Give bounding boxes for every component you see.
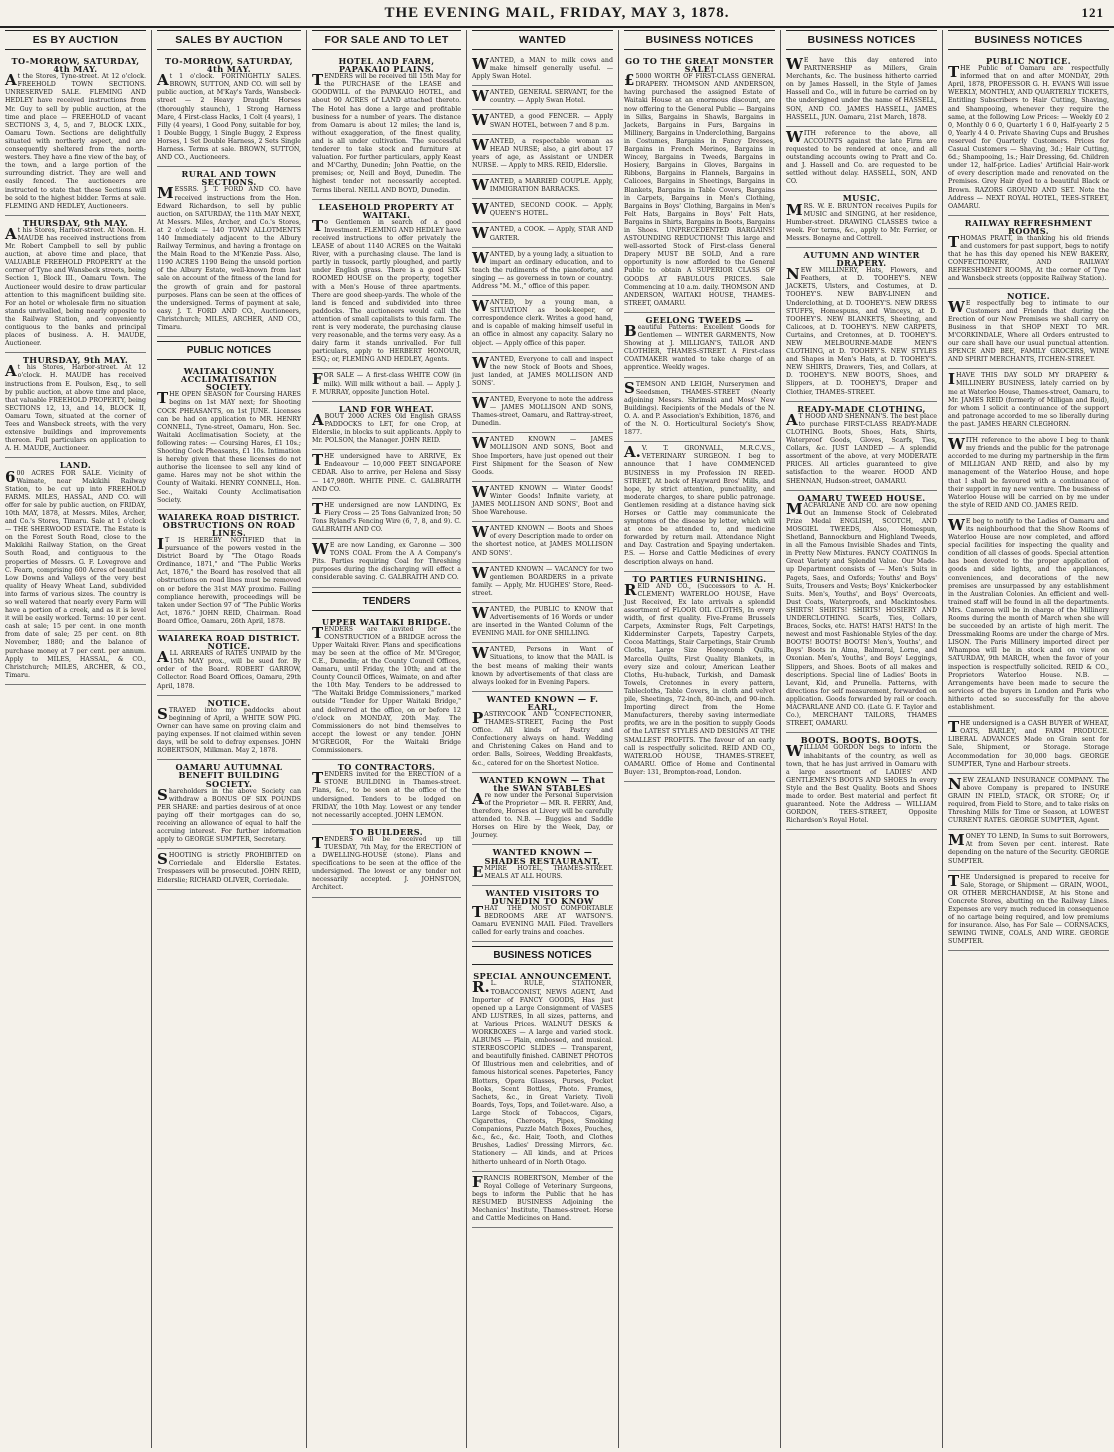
advertisement bbox=[157, 364, 301, 510]
advertisement bbox=[786, 248, 937, 402]
ad-body: MONEY TO LEND, In Sums to suit Borrowers, At from Seven per cent. interest. Rate depending on the nature of the Security. GEORGE SUMPTER. bbox=[948, 831, 1109, 865]
ad-title: GEELONG TWEEDS — bbox=[645, 314, 754, 325]
advertisement bbox=[472, 969, 613, 1171]
ad-body: IT IS HEREBY NOTIFIED that in pursuance of the powers vested in the District Board by "The Otago Roads Ordinance, 1871," and "The Public Works Act, 1876," the Board has resolved that all obstructions on road lines must be removed on or before the 31st MAY proximo. Failing compliance herewith, proceedings will be taken under Section 97 of "The Public Works Act, 1876." JOHN REID, Chairman. Road Board Office, Oamaru, 26th April, 1878. bbox=[157, 534, 301, 625]
ad-body: TENDERS will be received up till TUESDAY, 7th May, for the ERECTION of a DWELLING-HOUSE (stone). Plans and specifications to be seen at the office of the undersigned. The lowest or any tender not necessarily accepted. J. JOHNSTON, Architect. bbox=[312, 833, 461, 892]
advertisement bbox=[472, 86, 613, 110]
ad-body: REID AND CO., (Successors to A. H. CLEMENT) WATERLOO HOUSE, Have Just Received, Ex late arrivals a splendid assortment of FLOOR OIL CLOTHS, In every width, of first quality. Five-Frame Brussels Carpets, Axminster Rugs, Felt Carpetings, Kidderminster Carpets, Tapestry Carpets, Cocoa Mattings, Stair Carpetings, Stair Crumb Cloths, Large Size Honeycomb Quilts, Marcella Quilts, First Quality Blankets, in every size and colour, American Leather Cloths, Hu-huback, Turkish, and Damask Towels, Cretonnes in every pattern, Tablecloths, Table Covers, in cloth and velvet pile, Sheetings, 72-inch, 80-inch, and 90-inch. Importing direct from the Home Manufacturers, thereby saving intermediate profits, we are in the position to supply Goods of the LATEST STYLES AND DESIGNS AT THE SMALLEST PROFITS. The favour of an early call is respectfully solicited. REID AND CO., WATERLOO HOUSE, THAMES-STREET, OAMARU. Office of Home and Continental Buyer: 131, Brompton-road, London. bbox=[624, 580, 775, 776]
section-header: TENDERS bbox=[312, 592, 461, 611]
ad-title: WANTED KNOWN — F. EARL, bbox=[486, 693, 599, 712]
ad-body: £5000 WORTH OF FIRST-CLASS GENERAL DRAPERY. THOMSON AND ANDERSON, having purchased the assigned Estate of Waitaki House at an enormous discount, are now offering to the General Public — Bargains in Silks, Bargains in Shawls, Bargains in Jackets, Bargains in Furs, Bargains in Millinery, Bargains in Underclothing, Bargains in Costumes, Bargains in Fancy Dresses, Bargains in French Merinos, Bargains in Wincey, Bargains in Tweeds, Bargains in Hosiery, Bargains in Gloves, Bargains in Ribbons, Bargains in Flannels, Bargains in Calicoes, Bargains in Sheetings, Bargains in Blankets, Bargains in Table Covers, Bargains in Carpets, Bargains in Men's Clothing, Bargains in Boys' Clothing, Bargains in Men's Felt Hats, Bargains in Boys' Felt Hats, Bargains in Shirts, Bargains in Boots, Bargains in Shoes. UNPRECEDENTED BARGAINS! ASTOUNDING REDUCTIONS! This large and well-assorted Stock of First-class General Drapery MUST BE SOLD, And a rare opportunity is now afforded to the General Public to obtain A SUPERIOR CLASS OF GOODS AT FABULOUS PRICES. Sale Commencing at 10 a.m. daily. THOMSON AND ANDERSON, WAITAKI HOUSE, THAMES-STREET, OAMARU. bbox=[624, 71, 775, 307]
ad-body: WILLIAM GORDON begs to inform the inhabitants of the country, as well as town, that he has just arrived in Oamaru with a large assortment of LADIES' AND GENTLEMEN'S BOOTS AND SHOES In every Style and the Best Quality. Boots and Shoes made to order. Best material and perfect fit guaranteed. Note the Address — WILLIAM GORDON, TEES-STREET, Opposite Richardson's Royal Hotel. bbox=[786, 742, 937, 825]
advertisement bbox=[624, 442, 775, 571]
ad-body: WANTED KNOWN — VACANCY for two gentlemen BOARDERS in a private family. — Apply, Mr. HUGHES' Store, Reed-street. bbox=[472, 563, 613, 597]
ad-body: MACFARLANE AND CO. are now opening Out an Immense Stock of Celebrated Prize Medal ENGLISH, SCOTCH, AND MOSGIEL TWEEDS, Also, Homespun, Shetland, Bannockburn and Highland Tweeds, in all the Famous Invisible Shades and Tints, in Pretty New Mixtures. FANCY COATINGS In Great Variety and Splendid Value. Our Made-up Department consists of — Men's Suits in Pagets, Saes, and Oxfords; Youths' and Boys' Suits, Trousers and Vests; Boys' Knickerbocker Suits. Men's, Youths', and Boys' Overcoats, Dust Coats, Waterproofs, and Mackintoshes. SHIRTS! SHIRTS! SHIRTS! HOSIERY AND UNDERCLOTHING. Scarfs, Ties, Collars, Braces, Socks, etc. HATS! HATS! HATS! In the newest and most Fashionable Styles of the day. BOOTS! BOOTS! BOOTS! Men's, Youths', and Boys' Boots in Alma, Balmoral, Lorne, and Oxonian. Men's, Youths', and Boys' Leggings, Slippers, and Shoes. Boots of all makes and descriptions. Special line of Ladies' Boots in Levant, Kid, and Prunella. Patterns, with directions for self measurement, forwarded on application. Goods forwarded by rail or coach. MACFARLANE AND CO. (Late G. F. Taylor and Co.), MERCHANT TAILORS, THAMES STREET, OAMARU. bbox=[786, 499, 937, 728]
newspaper-masthead bbox=[0, 0, 1114, 26]
advertisement bbox=[948, 717, 1109, 774]
ad-body: Beautiful Patterns: Excellent Goods for Gentlemen — WINTER GARMENTS, Now Showing at J. MILLIGAN'S, TAILOR AND CLOTHIER, THAMES-STREET. A First-class COATMAKER wanted to take charge of an apprentice. Weekly wages. bbox=[624, 322, 775, 372]
advertisement bbox=[472, 692, 613, 773]
ad-body: MESSRS. J. T. FORD AND CO. have received instructions from the Hon. Edward Richardson, to sell by public auction, on SATURDAY, the 11th MAY NEXT, At Messrs. Miles, Archer, and Co.'s Stores, at 2 o'clock — 140 TOWN ALLOTMENTS 140 Immediately adjacent to the Albury Railway Terminus, and having a frontage on the Main Road to the M'Kenzie Pass. Also, 1190 ACRES 1190 Being the unsold portion of the Albury Estate, well-known from last sale on account of the fitness of the land for the growth of grain and for pastoral purposes. Plans can be seen at the offices of the undersigned. Terms of payment at sale, easy. J. T. FORD AND CO., Auctioneers, Christchurch; MILES, ARCHER, AND CO., Timaru. bbox=[157, 184, 301, 331]
advertisement bbox=[948, 54, 1109, 216]
advertisement bbox=[312, 615, 461, 761]
column-7 bbox=[943, 30, 1114, 1448]
newspaper-columns bbox=[0, 30, 1114, 1448]
ad-title: HOTEL AND FARM, PAPAKAIO PLAINS. bbox=[338, 56, 435, 75]
ad-title: WAIAREKA ROAD DISTRICT. NOTICE. bbox=[158, 633, 300, 652]
column-header: WANTED bbox=[472, 30, 613, 50]
ad-title: NOTICE. bbox=[207, 697, 251, 708]
advertisement bbox=[5, 353, 146, 458]
advertisement bbox=[157, 631, 301, 696]
ad-body: At his Stores, Harbor-street. At Noon. H. MAUDE has received instructions from Mr. Robert Campbell to sell by public auction, at above time and place, that VALUABLE FREEHOLD PROPERTY at the corner of Tyne and Wansbeck streets, being Section 1, Block III., Oamaru Town. The Auctioneer would desire to draw particular attention to this magnificent building site. For an hotel or wholesale firm no situation stands unrivalled, being nearly opposite to the Railway Station, and conveniently contiguous to the banks and principal places of business. A. H. MAUDE, Auctioneer. bbox=[5, 224, 146, 348]
ad-body: STEMSON AND LEIGH, Nurserymen and Seedsmen, THAMES-STREET (Nearly adjoining Messrs. Shrimski and Moss' New Buildings). Recipients of the Medals of the N. O. A. and P. Association's Exhibition, 1876, and of the N. O. Horticultural Society's Show, 1877. bbox=[624, 378, 775, 437]
ad-body: THE undersigned are now LANDING, Ex Fiery Cross — 25 Tons Galvanized Iron; 50 Tons Ryland's Fencing Wire (6, 7, 8, and 9). C. GALBRAITH AND CO. bbox=[312, 499, 461, 533]
advertisement bbox=[786, 191, 937, 248]
ad-body: TENDERS are invited for the CONSTRUCTION of a BRIDGE across the Upper Waitaki River. Plans and specifications may be seen at the office of Mr. M'Gregor, C.E., Dunedin; at the County Council Offices, Oamaru, until Friday, the 10th; and at the County Council Offices, Waimate, on and after the 10th May. Tenders to be addressed to "The Waitaki Bridge Commissioners," marked outside "Tender for Upper Waitaki Bridge," and delivered at the office, on or before 12 o'clock on MONDAY, 20th May. The Commissioners do not bind themselves to accept the lowest or any tender. JOHN M'GREGOR, For the Waitaki Bridge Commissioners. bbox=[312, 623, 461, 755]
advertisement bbox=[472, 54, 613, 86]
advertisement bbox=[948, 216, 1109, 289]
masthead-rule bbox=[0, 26, 1114, 28]
ad-body: ABOUT 2000 ACRES Old English GRASS PADDOCKS to LET, for one Crop, at Elderslie, in blocks to suit applicants. Apply to Mr. POLSON, the Manager. JOHN REID. bbox=[312, 410, 461, 445]
advertisement bbox=[157, 696, 301, 761]
advertisement bbox=[472, 353, 613, 393]
ad-title: WANTED VISITORS TO DUNEDIN TO KNOW bbox=[485, 887, 600, 906]
ad-body: THOMAS PRATT, in thanking his old friends and customers for past support, begs to notify that he has this day opened his NEW BAKERY, CONFECTIONERY, AND RAILWAY REFRESHMENT ROOMS, At the corner of Tyne and Wansbeck streets (opposite Railway Station). bbox=[948, 232, 1109, 283]
column-header: BUSINESS NOTICES bbox=[624, 30, 775, 50]
column-2 bbox=[152, 30, 307, 1448]
advertisement bbox=[312, 402, 461, 450]
ad-title: TO-MORROW, SATURDAY, 4th MAY. bbox=[11, 56, 140, 75]
advertisement bbox=[472, 199, 613, 223]
advertisement bbox=[472, 603, 613, 643]
advertisement bbox=[472, 433, 613, 481]
advertisement bbox=[948, 289, 1109, 370]
ad-body: IHAVE THIS DAY SOLD MY DRAPERY & MILLINERY BUSINESS, lately carried on by me at Waterloo House, Thames-street, Oamaru, to Mr. JAMES REID (formerly of Milligan and Reid), for whom I solicit a continuance of the support and patronage accorded to me so liberally during the past. JAMES HEARN CLEGHORN. bbox=[948, 370, 1109, 428]
ad-body: R.L. RULE, STATIONER, TOBACCONIST, NEWS AGENT, And Importer of FANCY GOODS, Has just opened up a Large Consignment of VASES AND LUSTRES, In all sizes, patterns, and at Various Prices. WALNUT DESKS & WORKBOXES — A large and varied stock. ALBUMS — Plain, embossed, and musical. STEREOSCOPIC SLIDES — Transparent, and beautifully finished. CABINET PHOTOS Of Illustrious men and celebrities, and of famous historical scenes. Papeteries, Fancy Blotters, Opera Glasses, Purses, Pocket Books, Scent Bottles, Photo. Frames, Sachets, &c., in Great Variety. Tivoli Boards, Toys, Tops, and Toilet-ware. Also, a Large Stock of Tobaccos, Cigars, Cigarettes, Cheroots, Pipes, Smoking Companions, Puzzle Match Boxes, Pouches, &c., &c., &c. Hair, Tooth, and Clothes Brushes, Ladies' Dressing Mirrors, &c. Stationery — All kinds, and at Prices hitherto unheard of in North Otago. bbox=[472, 978, 613, 1166]
advertisement bbox=[472, 773, 613, 846]
ad-body: THAT THE MOST COMFORTABLE BEDROOMS ARE AT WATSON'S. Oamaru EVENING MAIL Filed. Travellers called for early trains and coaches. bbox=[472, 902, 613, 937]
ad-body: 600 ACRES FOR SALE. Vicinity of Waimate, near Makikihi Railway Station, to be cut up into FREEHOLD FARMS. MILES, HASSAL, AND CO. will offer for sale by public auction, on FRIDAY, 10th MAY, 1878, at Messrs. Miles, Archer, and Co.'s Stores, Timaru. Sale at 1 o'clock — THE SHERWOOD ESTATE. The Estate is on the Forest South Road, close to the Makikihi Railway Station, on the Great South Road, and contiguous to the properties of Messrs. G. F. Lovegrove and C. Fearn, comprising 600 Acres of beautiful Low Downs and Valleys of the very best quality of Heavy Wheat Land, subdivided into farms of various sizes. The country is so well watered that nearly every Farm will have a portion of a creek, and as it is level it will be easily worked. Terms: 10 per cent. cash at sale; 15 per cent. in one month from date of sale; 25 per cent. on 8th November, 1880; and the balance of purchase money at 7 per cent. per annum. Apply to MILES, HASSAL, & CO., Christchurch; MILES, ARCHER, & CO., Timaru. bbox=[5, 467, 146, 679]
advertisement bbox=[472, 482, 613, 522]
ad-body: WANTED, Everyone to call and inspect the new Stock of Boots and Shoes, just landed, at JAMES MOLLISON AND SONS'. bbox=[472, 353, 613, 387]
ad-title: RAILWAY REFRESHMENT ROOMS. bbox=[964, 217, 1093, 236]
ad-title: WAITAKI COUNTY ACCLIMATISATION SOCIETY. bbox=[180, 366, 278, 393]
advertisement bbox=[472, 223, 613, 247]
ad-body: THE undersigned have to ARRIVE, Ex Endeavour — 10,000 FEET SINGAPORE CEDAR. Also to arrive, per Helena and Sissy — 147,980ft. WHITE PINE. C. GALBRAITH AND CO. bbox=[312, 451, 461, 493]
advertisement bbox=[472, 175, 613, 199]
ad-body: At his Stores, Harbor-street. At 12 o'clock. H. MAUDE has received instructions from E. Poulson, Esq., to sell by public auction, at above time and place, that valuable FREEHOLD PROPERTY, being SECTIONS 12, 13, and 14, BLOCK II, Oamaru Town, situated at the corner of Tees and Wansbeck streets, with the very extensive buildings and improvements thereon. Full particulars on application to A. H. MAUDE, Auctioneer. bbox=[5, 362, 146, 453]
advertisement bbox=[948, 369, 1109, 434]
advertisement bbox=[157, 510, 301, 631]
advertisement bbox=[312, 539, 461, 587]
ad-body: WANTED, the PUBLIC to KNOW that Advertisements of 16 Words or under are inserted in the Wanted Column of the EVENING MAIL for ONE SHILLING. bbox=[472, 603, 613, 638]
advertisement bbox=[312, 760, 461, 825]
ad-title: SPECIAL ANNOUNCEMENT. bbox=[473, 971, 612, 982]
ad-body: STRAYED into my paddocks about beginning of April, a WHITE SOW PIG. Owner can have same on proving claim and paying expenses. If not claimed within seven days, will be sold to defray expenses. JOHN ROBERTSON, Milkman. May 2, 1878. bbox=[157, 704, 301, 755]
ad-title: RURAL AND TOWN SECTIONS. bbox=[181, 169, 277, 188]
ad-title: UPPER WAITAKI BRIDGE. bbox=[321, 616, 452, 627]
advertisement bbox=[312, 499, 461, 539]
advertisement bbox=[786, 491, 937, 734]
ad-body: AT HOOD AND SHENNAN'S. The best place to purchase FIRST-CLASS READY-MADE CLOTHING. Boots, Shoes, Hats, Shirts, Waterproof Goods, Gloves, Scarfs, Ties, Collars, &c. JUST LANDED — A splendid assortment of the above, at very MODERATE PRICES. All articles guaranteed to give satisfaction to the wearer. HOOD AND SHENNAN, Hudson-street, OAMARU. bbox=[786, 410, 937, 485]
ad-body: THE OPEN SEASON for Coursing HARES begins on 1st MAY next; for Shooting COCK PHEASANTS, on 1st JUNE. Licenses can be had on application to MR. HENRY CONNELL, Tyne-street, Oamaru, Hon. Sec. Waitaki Acclimatisation Society, at the following rates: — Coursing Hares, £1 10s.; Shooting Cock Pheasants, £1 10s. Intimation is hereby given that these licenses do not authorise the licensee to sell any kind of game. Hares may not be shot within the County of Waitaki. HENRY CONNELL, Hon. Sec., Waitaki County Acclimatisation Society. bbox=[157, 389, 301, 504]
ad-body: THE Undersigned is prepared to receive for Sale, Storage, or Shipment — GRAIN, WOOL, OR OTHER MERCHANDISE, At his Stone and Concrete Stores, abutting on the Railway Lines. Expenses are very much reduced in consequence of no cartage being required, and low premiums for insurance. Also, has For Sale — CORNSACKS, SEWING TWINE, COALS, AND WIRE. GEORGE SUMPTER. bbox=[948, 871, 1109, 946]
ad-body: A.V. T. GRONVALL, M.R.C.V.S., VETERINARY SURGEON. I beg to announce that I have COMMENCED BUSINESS in my Profession IN REED-STREET, At back of Hayward Bros' Mills, and hope, by strict attention, punctuality, and moderate charges, to share public patronage. Gentlemen residing at a distance having sick Horses or Cattle may communicate the symptoms of the disease by letter, which will at once be attended to, and medicine forwarded by return mail. Attendance Night and Day. Castration and Spaying undertaken. P.S. — Horse and Cattle Medicines of every description always on hand. bbox=[624, 443, 775, 566]
ad-body: WE respectfully beg to intimate to our Customers and Friends that during the Erection of our New Premises we shall carry on Business in that SHOP NEXT TO MR. M'CORKINDALE, Where all Orders entrusted to our care shall have our usual punctual attention. SPENCE AND BEE, FAMILY GROCERS, WINE AND SPIRIT MERCHANTS, ITCHEN-STREET. bbox=[948, 297, 1109, 364]
ad-body: TENDERS invited for the ERECTION of a STONE BUILDING in Thames-street. Plans, &c., to be seen at the office of the undersigned. Tenders to be lodged on FRIDAY, the 10th May. Lowest or any tender not necessarily accepted. JOHN LEMON. bbox=[312, 769, 461, 819]
advertisement bbox=[786, 402, 937, 491]
advertisement bbox=[157, 849, 301, 889]
advertisement bbox=[312, 54, 461, 200]
advertisement bbox=[472, 248, 613, 296]
advertisement bbox=[472, 296, 613, 353]
ad-body: WANTED KNOWN — Winter Goods! Winter Goods! Infinite variety, at JAMES MOLLISON AND SONS', Boot and Shoe Warehouse. bbox=[472, 482, 613, 517]
ad-body: EMPIRE HOTEL, THAMES-STREET. MEALS AT ALL HOURS. bbox=[472, 862, 613, 881]
column-4 bbox=[467, 30, 619, 1448]
ad-body: WANTED, by a young man, a SITUATION as book-keeper, or correspondence clerk. Writes a good hand, and is capable of making himself useful in an office in almost any capacity. Salary no object. — Apply office of this paper. bbox=[472, 297, 613, 347]
ad-title: OAMARU TWEED HOUSE. bbox=[797, 492, 926, 503]
column-6 bbox=[781, 30, 943, 1448]
ad-title: TO BUILDERS. bbox=[349, 826, 424, 837]
ad-title: GO TO THE GREAT MONSTER SALE! bbox=[625, 56, 774, 75]
ad-title: AUTUMN AND WINTER DRAPERY. bbox=[803, 249, 920, 269]
ad-body: THE Public of Oamaru are respectfully informed that on and after MONDAY, 29th April, 1878, PROFESSOR G. H. EVANS Will issue WEEKLY, MONTHLY, AND QUARTERLY TICKETS, Entitling Subscribers to Hair Cutting, Shaving, and Shampooing, whenever they require the same, at the following Low Prices: — Weekly £0 2 0, Monthly 0 6 0, Quarterly 1 6 0, Half-yearly 2 5 0, Yearly 4 4 0. Private Shaving Cups and Brushes reserved for Quarterly Customers. Prices for Casual Customers — Shaving, 3d.; Hair Cutting, 6d.; Shampooing, 1s.; Hair Dressing, 6d. Children under 12, half-price. Ladies' Artificial Hair-work of every description made and renovated on the Premises. Grey Hair dyed to a beautiful Black or Brown. RAZORS GROUND AND SET. Note the Address — NEXT ROYAL HOTEL, TEES-STREET, OAMARU. bbox=[948, 63, 1109, 210]
ad-body: At the Stores, Tyne-street. At 12 o'clock. FREEHOLD TOWN SECTIONS. UNRESERVED SALE. FLEMING AND HEDLEY have received instructions from Mr. Guy to sell by public auction, at the time and place — FREEHOLD of vacant SECTIONS 3, 4, 5, and 7, BLOCK LXIX., Oamaru Town. Sections are delightfully situated with northerly aspect, and are consequently sheltered from the north-westers. They have a fine view of the bay, of the town, and a large portion of the surrounding district. They are well and easily fenced. The auctioneers are instructed to state that these Sections will be sold to the highest bidder. Terms at sale. FLEMING AND HEDLEY, Auctioneers. bbox=[5, 71, 146, 210]
column-1 bbox=[0, 30, 152, 1448]
column-5 bbox=[619, 30, 781, 1448]
ad-title: NOTICE. bbox=[1007, 290, 1050, 301]
advertisement bbox=[5, 216, 146, 354]
ad-body: To Gentlemen in search of a good Investment. FLEMING AND HEDLEY have received instructions to offer privately the LEASE of about 1140 ACRES on the Waitaki River, with a purchasing clause. The land is partly in tussock, partly ploughed, and partly under English grass. There is a good SIX-ROOMED HOUSE on the property, together with a Men's House of three apartments. There are good sheep-yards. The whole of the land is fenced and subdivided into three paddocks. The auctioneers would call the attention of small capitalists to this farm. The rent is very moderate, the purchasing clause very reasonable, and the terms very easy. As a dairy farm it stands unrivalled. For full particulars, apply to HERBERT HONOUR, ESQ.; or, FLEMING AND HEDLEY, Agents. bbox=[312, 216, 461, 364]
ad-body: WE are now Landing, ex Garonne — 300 TONS COAL From the A A Company's Pits. Parties requiring Coal for Threshing purposes during the discharging will effect a considerable saving. C. GALBRAITH AND CO. bbox=[312, 540, 461, 582]
ad-body: WE have this day entered into PARTNERSHIP as Millers, Grain Merchants, &c. The business hitherto carried on by James Hassell, in the Style of James Hassell and Co., will in future be carried on by the undersigned under the name of HASSELL, SON, AND CO. JAMES HASSELL, JAMES HASSELL, JUN. Oamaru, 21st March, 1878. bbox=[786, 55, 937, 121]
ad-title: TO CONTRACTORS. bbox=[337, 762, 436, 773]
ad-body: WE beg to notify to the Ladies of Oamaru and its neighbourhood that the Show Rooms of Waterloo House are now completed, and afford special facilities for inspecting the quality and condition of all classes of goods. Special attention has been devoted to the proper application of goods and side lights, and the appliances, conveniences, and decorations of the new premises are unsurpassed by any establishment in the Australian Colonies. An efficient and well-trained staff will be found in all the departments. Mrs. Cameron will be in charge of the Millinery Rooms during the month of March when she will be succeeded by an artiste of high merit. The Dressmaking Rooms are under the charge of Mrs. LISON. The Paris Millinery imported direct per Whampoa will be in stock and on view on SATURDAY, 9th MARCH, when the favor of your inspection is respectfully solicited. REID & CO., Proprietors Waterloo House. N.B. — Arrangements have been made to secure the services of the buyers in London and Paris who hitherto acted so successfully for the above establishment. bbox=[948, 515, 1109, 712]
advertisement bbox=[5, 54, 146, 216]
column-3 bbox=[307, 30, 467, 1448]
ad-body: Shareholders in the above Society can withdraw a BONUS OF SIX POUNDS PER SHARE: and parties desirous of at once paying off their mortgages can do so, receiving an allowance of equal to half the accruing interest. For further information apply to GEORGE SUMPTER, Secretary. bbox=[157, 785, 301, 844]
ad-title: TO PARTIES FURNISHING. bbox=[632, 573, 767, 584]
advertisement bbox=[948, 830, 1109, 870]
ad-body: WANTED KNOWN — JAMES MOLLISON AND SONS, Boot and Shoe Importers, have just opened out their First Shipment for the Season of New Goods. bbox=[472, 434, 613, 476]
column-header: ES BY AUCTION bbox=[5, 30, 146, 50]
ad-body: Are now under the Personal Supervision of the Proprietor — MR. R. FERRY, And, therefore, Horses at Livery will be carefully attended to. N.B. — Buggies and Saddle Horses on Hire by the Week, Day, or Journey. bbox=[472, 789, 613, 840]
ad-body: FRANCIS ROBERTSON, Member of the Royal College of Veterinary Surgeons, begs to inform the Public that he has RESUMED BUSINESS Adjoining the Mechanics' Institute, Thames-street. Horse and Cattle Medicines on Hand. bbox=[472, 1172, 613, 1223]
advertisement bbox=[157, 54, 301, 167]
advertisement bbox=[472, 643, 613, 691]
ad-body: WANTED, a respectable woman as HEAD NURSE; also, a girl about 17 years of age, as Assistant or UNDER NURSE. — Apply to MRS. REID, Elderslie. bbox=[472, 135, 613, 169]
advertisement bbox=[472, 1172, 613, 1229]
advertisement bbox=[624, 313, 775, 378]
ad-title: WAIAREKA ROAD DISTRICT. OBSTRUCTIONS ON ROAD LINES. bbox=[158, 511, 300, 538]
ad-body: WANTED, SECOND COOK. — Apply, QUEEN'S HOTEL. bbox=[472, 200, 613, 219]
advertisement bbox=[624, 54, 775, 313]
advertisement bbox=[157, 760, 301, 849]
ad-title: WANTED KNOWN — SHADES RESTAURANT, bbox=[484, 847, 601, 866]
ad-body: MRS. W. E. BRUNTON receives Pupils for MUSIC and SINGING, at her residence, Humber-street. DRAWING CLASSES twice a week. For terms, &c., apply to Mr. Ferrier, or Messrs. Bonayne and Cottrell. bbox=[786, 200, 937, 242]
ad-title: BOOTS. BOOTS. BOOTS. bbox=[800, 735, 923, 746]
ad-body: NEW MILLINERY, Hats, Flowers, and Feathers, at D. TOOHEY'S. NEW JACKETS, Ulsters, and Costumes, at D. TOOHEY'S. NEW BABY-LINEN and Underclothing, at D. TOOHEY'S. NEW DRESS STUFFS, Homespuns, and Winceys, at D. TOOHEY'S. NEW BLANKETS, Sheeting, and Calicoes, at D. TOOHEY'S. NEW CARPETS, Curtains, and Cretonnes, at D. TOOHEY'S. NEW MELBOURNE-MADE MEN'S CLOTHING, at D. TOOHEY'S. NEW STYLES and Shapes in Men's Hats, at D. TOOHEY'S. NEW SHIRTS, Drawers, Ties, and Collars, at D. TOOHEY'S. NEW BOOTS, Shoes, and Slippers, at D. TOOHEY'S, Draper and Clothier, THAMES-STREET. bbox=[786, 265, 937, 396]
ad-body: WANTED, a MARRIED COUPLE. Apply, IMMIGRATION BARRACKS. bbox=[472, 176, 613, 195]
ad-body: WANTED, by a young lady, a situation to impart an ordinary education, and to teach the rudiments of the pianoforte, and singing — as governess in town or country. Address "M. M.," office of this paper. bbox=[472, 248, 613, 290]
ad-body: WANTED, Persons in Want of Situations, to know that the MAIL is the best means of making their wants known by advertisements of that class are always looked for in Evening Papers. bbox=[472, 644, 613, 686]
advertisement bbox=[157, 167, 301, 337]
ad-body: ALL ARREARS of RATES UNPAID by the 15th MAY prox., will be sued for. By order of the Board. ROBERT GARROW, Collector. Road Board Offices, Oamaru, 29th April, 1878. bbox=[157, 648, 301, 690]
column-header: SALES BY AUCTION bbox=[157, 30, 301, 50]
ad-body: SHOOTING is strictly PROHIBITED on Corriedale and Elderslie Estates. Trespassers will be prosecuted. JOHN REID, Elderslie; RICHARD OLIVER, Corriedale. bbox=[157, 850, 301, 884]
ad-title: TO-MORROW, SATURDAY, 4th MAY. bbox=[164, 56, 293, 75]
advertisement bbox=[472, 886, 613, 943]
advertisement bbox=[624, 572, 775, 782]
advertisement bbox=[948, 871, 1109, 952]
ad-title: THURSDAY, 9th MAY. bbox=[22, 355, 129, 366]
advertisement bbox=[624, 378, 775, 443]
ad-body: NEW ZEALAND INSURANCE COMPANY. The above Company is prepared to INSURE GRAIN IN FIELD, STACK, OR STORE; Or, if required, from Field to Store, and to take risks on Threshing Mills for Time or Season, at LOWEST CURRENT RATES. GEORGE SUMPTER, Agent. bbox=[948, 774, 1109, 825]
ad-body: WANTED KNOWN — Boots and Shoes of every Description made to order on the shortest notice, at JAMES MOLLISON AND SONS'. bbox=[472, 523, 613, 557]
advertisement bbox=[472, 522, 613, 562]
advertisement bbox=[948, 774, 1109, 831]
ad-body: WANTED, a COOK. — Apply, STAR AND GARTER. bbox=[472, 224, 613, 243]
ad-title: OAMARU AUTUMNAL BENEFIT BUILDING SOCIETY. bbox=[175, 762, 283, 789]
ad-body: FOR SALE — A first-class WHITE COW (in milk). Will milk without a bail. — Apply J. F. MURRAY, opposite Junction Hotel. bbox=[312, 370, 461, 396]
ad-body: THE undersigned is a CASH BUYER of WHEAT, OATS, BARLEY, and FARM PRODUCE. LIBERAL ADVANCES Made on Grain sent for Sale, Shipment, or Storage. Storage Accommodation for 30,000 bags. GEORGE SUMPTER, Tyne and Harbour streets. bbox=[948, 718, 1109, 768]
advertisement bbox=[312, 450, 461, 498]
advertisement bbox=[472, 110, 613, 134]
advertisement bbox=[786, 54, 937, 127]
column-header: FOR SALE AND TO LET bbox=[312, 30, 461, 50]
advertisement bbox=[472, 135, 613, 175]
ad-body: TENDERS will be received till 15th May for the PURCHASE of the LEASE and GOODWILL of the PAPAKAIO HOTEL, and about 90 ACRES of LAND attached thereto. The Hotel has done a large and profitable business for a number of years. The distance from Oamaru is about 12 miles; the land is, without exaggeration, of the finest quality, and is all under cultivation. The successful tenderer to take stock and furniture at valuation. For further particulars, apply Keast and M'Carthy, Dunedin; John Peattie, on the premises; or, Neill and Boyd, Dunedin. The highest tender not necessarily accepted. Terms liberal. NEILL AND BOYD, Dunedin. bbox=[312, 71, 461, 194]
section-header: PUBLIC NOTICES bbox=[157, 341, 301, 360]
advertisement bbox=[786, 127, 937, 192]
advertisement bbox=[472, 845, 613, 885]
ad-body: WANTED, a good FENCER. — Apply SWAN HOTEL, between 7 and 8 p.m. bbox=[472, 111, 613, 130]
advertisement bbox=[312, 825, 461, 898]
ad-title: PUBLIC NOTICE. bbox=[986, 56, 1071, 66]
advertisement bbox=[786, 733, 937, 830]
ad-title: LAND. bbox=[59, 460, 92, 471]
advertisement bbox=[472, 393, 613, 433]
page-number: 121 bbox=[1081, 5, 1104, 20]
ad-title: READY-MADE CLOTHING, bbox=[797, 403, 926, 414]
advertisement bbox=[472, 563, 613, 603]
advertisement bbox=[948, 515, 1109, 717]
ad-title: WANTED KNOWN — That the SWAN STABLES bbox=[479, 774, 606, 793]
ad-body: PASTRYCOOK AND CONFECTIONER, THAMES-STREET, Facing the Post Office. All kinds of Pastry and Confectionery always on hand. Wedding and Christening Cakes on Hand and to order. Balls, Soirees, Wedding Breakfasts, &c., catered for on the Shortest Notice. bbox=[472, 709, 613, 767]
ad-body: WITH reference to the above, all ACCOUNTS against the late Firm are requested to be rendered at once, and all outstanding accounts owing to Pratt and Co. and J. Hassell and Co. are requested to be settled without delay. HASSELL, SON, AND CO. bbox=[786, 127, 937, 186]
masthead-title: THE EVENING MAIL, FRIDAY, MAY 3, 1878. bbox=[384, 5, 730, 21]
ad-body: WITH reference to the above I beg to thank my friends and the public for the patronage accorded to me during my partnership in the firm of MILLIGAN AND REID, and also by my management of the Waterloo House, and hope that I shall be favoured with a continuance of their support in my new venture. The business of Waterloo House will be carried on by me under the style of REID AND CO. JAMES REID. bbox=[948, 435, 1109, 509]
section-header: BUSINESS NOTICES bbox=[472, 946, 613, 965]
ad-title: THURSDAY, 9th MAY. bbox=[22, 217, 129, 228]
column-header: BUSINESS NOTICES bbox=[786, 30, 937, 50]
ad-title: MUSIC. bbox=[842, 193, 881, 204]
advertisement bbox=[312, 369, 461, 401]
ad-body: WANTED, GENERAL SERVANT, for the country. — Apply Swan Hotel. bbox=[472, 87, 613, 106]
ad-title: LEASEHOLD PROPERTY AT WAITAKI. bbox=[318, 201, 455, 220]
ad-body: WANTED, Everyone to note the address — JAMES MOLLISON AND SONS, Thames-street, Oamaru, and Rattray-street, Dunedin. bbox=[472, 394, 613, 428]
column-header: BUSINESS NOTICES bbox=[948, 30, 1109, 50]
ad-title: LAND FOR WHEAT. bbox=[338, 403, 435, 414]
ad-body: WANTED, a MAN to milk cows and make himself generally useful. — Apply Swan Hotel. bbox=[472, 55, 613, 81]
ad-body: At 1 o'clock. FORTNIGHTLY SALES. BROWN, SUTTON, AND CO. will sell by public auction, at M'Kay's Yards, Wansbeck-street — 2 Heavy Draught Horses (thoroughly staunch), 1 Strong Harness Mare, 4 First-class Hacks, 1 Colt (4 years), 1 Filly (4 years), 1 Good Pony, suitable for boy, 1 Double Buggy, 1 Single Buggy, 2 Express Horses, 1 Set Double Harness, 2 Sets Single Harness. Terms at sale. BROWN, SUTTON, AND CO., Auctioneers. bbox=[157, 71, 301, 162]
advertisement bbox=[312, 200, 461, 370]
advertisement bbox=[5, 458, 146, 685]
advertisement bbox=[948, 434, 1109, 515]
